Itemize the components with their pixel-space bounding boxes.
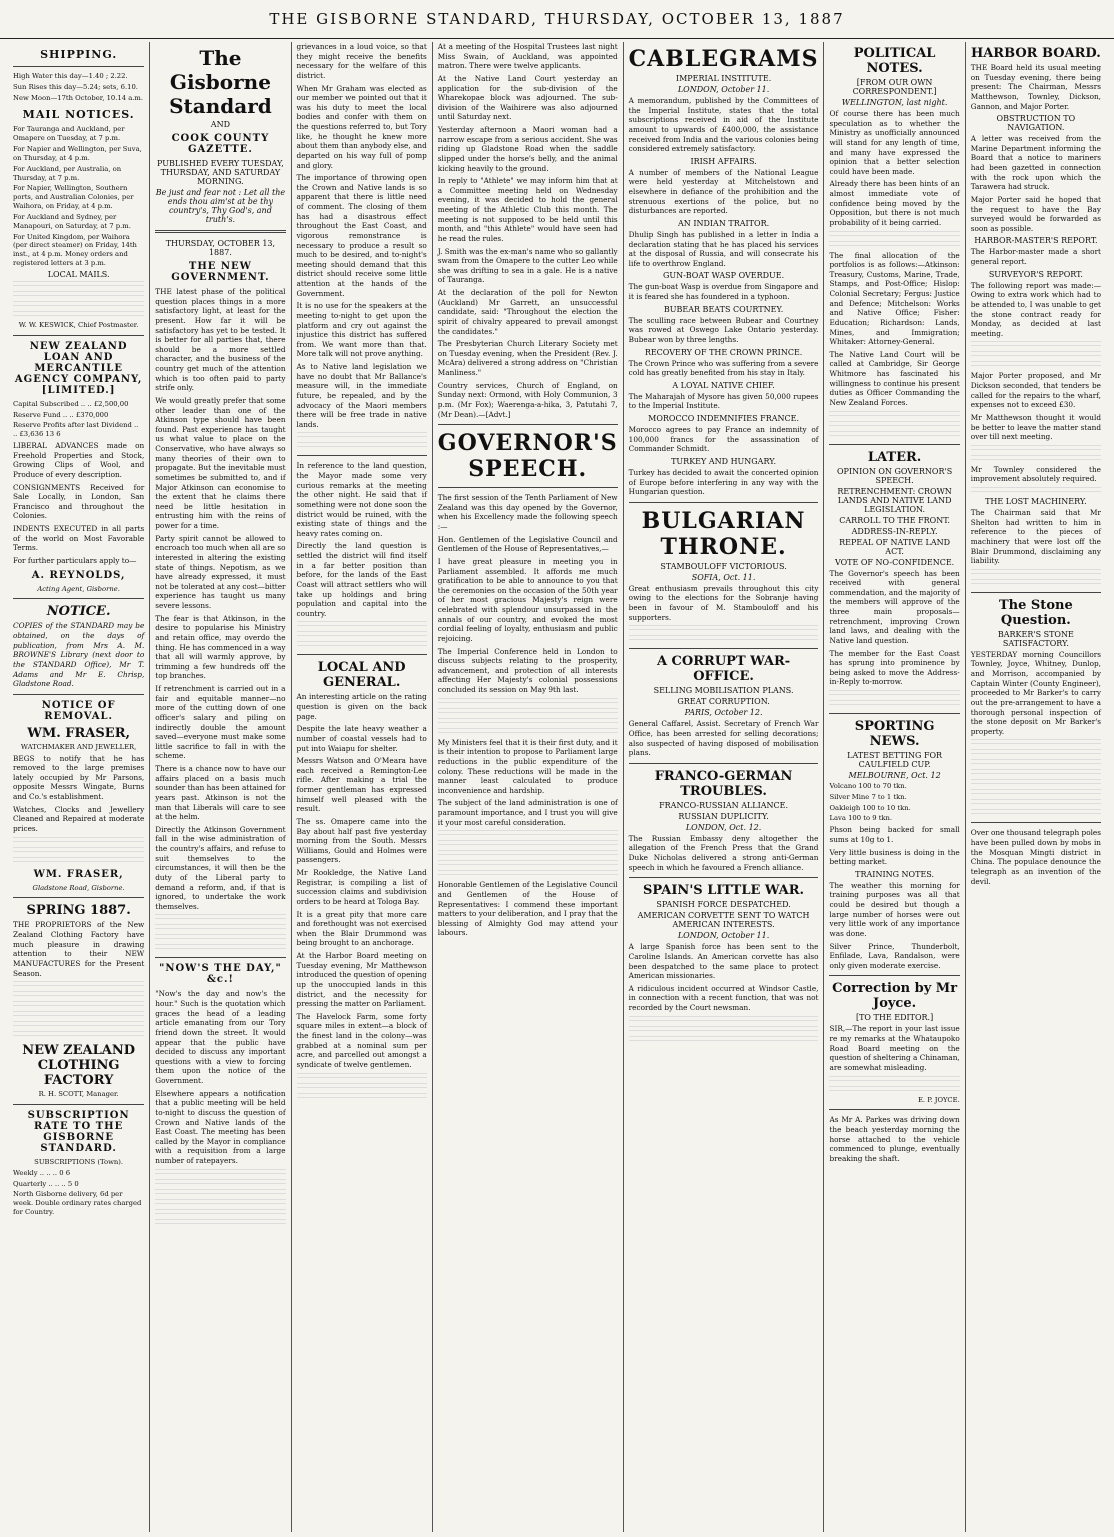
stone-subhead: BARKER'S STONE SATISFACTORY.	[997, 629, 1074, 648]
mail-line: For Auckland, per Australia, on Thursday, at 7 p.m.	[13, 164, 122, 182]
text-filler	[13, 301, 144, 309]
text-filler	[829, 1076, 959, 1084]
text-filler	[829, 411, 959, 419]
sport-paragraph: Phson being backed for small sums at 10g to 1.	[829, 825, 960, 844]
local-item: Mr Rookledge, the Native Land Registrar, is compiling a list of succession claims and subdivision orders to be heard at Tologa Bay.	[296, 868, 427, 906]
text-filler	[297, 641, 427, 649]
divider	[297, 654, 427, 655]
odds-line: Lava 100 to 9 tkn.	[829, 814, 893, 823]
paper-motto: Be just and fear not : Let all the ends thou aim'st at be thy country's, Thy God's, and truth's.	[155, 188, 286, 224]
mail-line: For Tauranga and Auckland, per Omapere on Tuesday, at 7 p.m.	[13, 125, 125, 143]
harbor-paragraph: The Harbor-master made a short general report.	[970, 247, 1101, 266]
text-filler	[155, 934, 285, 942]
cable-subhead: RECOVERY OF THE CROWN PRINCE.	[644, 347, 803, 357]
harbor-paragraph: THE Board held its usual meeting on Tuesday evening, there being present: The Chairman, Messrs Matthewson, Townley, Dickson, Gannon, and Major Porter.	[970, 63, 1101, 111]
sport-paragraph: Very little business is doing in the betting market.	[829, 847, 960, 867]
harbor-subhead: SURVEYOR'S REPORT.	[988, 269, 1083, 279]
odds-line: Silver Mine 7 to 1 tkn.	[829, 792, 907, 801]
sport-paragraph: The weather this morning for training purposes was all that could be desired but though a large number of horses were out very little work of any importance was done.	[829, 880, 960, 938]
mail-line: For Auckland and Sydney, per Manapouri, on Saturday, at 7 p.m.	[13, 212, 131, 230]
article-paragraph: Elsewhere appears a notification that a public meeting will be held to-night to discuss the question of Crown and Native lands of the East Coast. The meeting has been called by the Mayor in compliance with a requisition from a large number of ratepayers.	[155, 1088, 286, 1165]
cable-paragraph: A number of members of the National League were held yesterday at Mitchelstown and elsewhere in defiance of the prohibition and the strenuous exertions of the police, but no disturbances are reported.	[628, 167, 819, 216]
text-filler	[971, 351, 1101, 359]
local-item: The Havelock Farm, some forty square miles in extent—a block of the finest land in the colony—was grabbed at a nominal sum per acre, and parcelled out amongst a syndicate of twelve gentlemen.	[296, 1011, 427, 1069]
local-item: Despite the late heavy weather a number of coastal vessels had to put into Waiapu for shelter.	[296, 724, 427, 753]
political-paragraph: The final allocation of the portfolios is as follows:—Atkinson: Treasury, Customs, Marine, Trade, Stamps, and Post-Office; Hislop: Colonial Secretary; Fergus: Justice and Defence; Mitchelson: Works and Native Office; Fisher: Education; Richardson: Lands, Mines, and Immigration; Whitaker: Attorney-General.	[829, 250, 960, 347]
cable-paragraph: The Maharajah of Mysore has given 50,000 rupees to the Imperial Institute.	[628, 391, 819, 411]
political-paragraph: The Native Land Court will be called at Cambridge, Sir George Whitmore has fascinated his willingness to continue his present duties as Officer Commanding the New Zealand Forces.	[829, 349, 960, 407]
text-filler	[829, 431, 959, 439]
spring-heading: SPRING 1887.	[26, 903, 131, 919]
later-subhead: RETRENCHMENT: CROWN LANDS AND NATIVE LAND LEGISLATION.	[837, 486, 952, 514]
factory-manager: R. H. SCOTT, Manager.	[38, 1090, 119, 1099]
local-mails-heading: LOCAL MAILS.	[47, 269, 110, 279]
tide-line: High Water this day—1.40 ; 2.22.	[13, 72, 128, 80]
fraser-name: WM. FRASER,	[27, 725, 131, 741]
text-filler	[13, 281, 144, 289]
article-paragraph: It is no use for the speakers at the meeting to-night to get upon the platform and cry out against the injustice this district has suffered from. We want more than that. More talk will not prove anything.	[296, 301, 427, 359]
harbor-subhead: THE LOST MACHINERY.	[985, 497, 1087, 506]
harbor-paragraph: The following report was made:—Owing to extra work which had to be attended to, I was unable to get the stone contract ready for Monday, as decided at last meeting.	[970, 280, 1101, 338]
political-notes-heading: POLITICAL NOTES.	[853, 46, 936, 76]
article-paragraph: We would greatly prefer that some other leader than one of the Atkinson type should have been found. Past experience has taught us what value to place on the Conservative, who have always so many theories of their own to propagate. But the inevitable must sometimes be submitted to, and if Major Atkinson can economise to the extent that he claims there need be little hesitation in entrusting him with the reins of power for a time.	[155, 395, 286, 530]
letter-paragraph: SIR,—The report in your last issue re my remarks at the Whataupoko Road Board meeting on the question of sheltering a Chinaman, are somewhat misleading.	[829, 1024, 960, 1072]
cable-subhead: AN INDIAN TRAITOR.	[678, 218, 770, 228]
local-item: Country services, Church of England, on Sunday next: Ormond, with Holy Communion, 3 p.m. (Mr Fox); Waerenga-a-hika, 3, Patutahi 7, (Mr Dean).—[Advt.]	[437, 380, 618, 419]
local-item: Messrs Watson and O'Meara have each received a Remington-Lee rifle. After making a trial the former gentleman has expressed himself well pleased with the result.	[296, 756, 427, 814]
cable-dateline: SOFIA, Oct. 11.	[691, 572, 756, 582]
cable-paragraph: Morocco agrees to pay France an indemnity of 100,000 francs for the assassination of Commander Schmidt.	[628, 425, 819, 454]
removal-heading: NOTICE OF REMOVAL.	[41, 699, 116, 722]
issue-date: THURSDAY, OCTOBER 13, 1887.	[165, 239, 276, 257]
paper-and: AND	[210, 120, 230, 129]
subscription-note: North Gisborne delivery, 6d per week. Double ordinary rates charged for Country.	[13, 1190, 142, 1217]
sporting-heading: SPORTING NEWS.	[854, 719, 935, 749]
sport-subhead: LATEST BETTING FOR CAULFIELD CUP.	[847, 751, 943, 769]
local-item: As Mr A. Parkes was driving down the beach yesterday morning the horse attached to the vehicle commenced to plunge, eventually breaking the shaft.	[829, 1115, 960, 1163]
leader-heading: THE NEW GOVERNMENT.	[171, 261, 270, 283]
text-filler	[971, 739, 1101, 747]
divider	[13, 897, 144, 898]
sport-subhead: TRAINING NOTES.	[855, 869, 935, 879]
article-paragraph: Party spirit cannot be allowed to encroach too much when all are so interested in altering the existing state of things. Nepotism, as we have already expressed, it must not be tolerated at any cost—bitter experience has taught us many severe lessons.	[155, 533, 286, 610]
text-filler	[155, 944, 285, 952]
text-filler	[438, 830, 618, 838]
notice-body: COPIES of the STANDARD may be obtained, on the days of publication, from Mrs A. M. BROWNE'S Library (next door to the STANDARD Office), Mr T. Adams and Mr E. Chrisp, Gladstone Road.	[13, 621, 145, 689]
cable-paragraph: The gun-boat Wasp is overdue from Singapore and it is feared she has foundered in a typhoon.	[628, 282, 819, 301]
harbor-paragraph: Major Porter said he hoped that the request to have the Bay surveyed would be forwarded as soon as possible.	[970, 194, 1101, 233]
column-2	[149, 42, 290, 1532]
text-filler	[971, 579, 1101, 587]
text-filler	[155, 1189, 285, 1197]
capital-line: Capital Subscribed .. .. £2,500,00	[13, 399, 129, 408]
text-filler	[971, 749, 1101, 757]
stone-paragraph: YESTERDAY morning Councillors Townley, Joyce, Whitney, Dunlop, and Morrison, accompanied by Captain Winter (County Engineer), proceeded to Mr Barker's to carry out the pre-arrangement to have a thorough personal inspection of the stone deposit on Mr Barker's property.	[970, 649, 1101, 736]
text-filler	[971, 569, 1101, 577]
cable-subhead: BUBEAR BEATS COURTNEY.	[663, 304, 784, 314]
text-filler	[629, 1016, 819, 1024]
text-filler	[971, 799, 1101, 807]
text-filler	[13, 311, 144, 319]
cable-paragraph: The Russian Embassy deny altogether the allegation of the French Press that the Grand Duke Nicholas delivered a strong anti-German speech in which he favoured a French alliance.	[628, 833, 819, 872]
text-filler	[829, 241, 959, 249]
speech-paragraph: My Ministers feel that it is their first duty, and it is their intention to propose to Parliament large reductions in the public expenditure of the colony. These reductions will be made in the manner least calculated to produce inconvenience and hardship.	[437, 737, 618, 795]
cablegrams-heading: CABLEGRAMS	[628, 46, 819, 72]
local-general-heading: LOCAL AND GENERAL.	[317, 660, 406, 691]
later-subhead: OPINION ON GOVERNOR'S SPEECH.	[837, 466, 953, 485]
column-3	[291, 42, 432, 1532]
sport-paragraph: Silver Prince, Thunderbolt, Enfilade, Lava, Randalson, were only given moderate exercise.	[829, 941, 960, 970]
text-filler	[297, 631, 427, 639]
cable-subhead: SPANISH FORCE DESPATCHED.	[656, 900, 791, 910]
cable-subhead: TURKEY AND HUNGARY.	[671, 456, 777, 466]
divider	[13, 66, 144, 67]
spring-body: THE PROPRIETORS of the New Zealand Clothing Factory have much pleasure in drawing attention to their NEW MANUFACTURES for the Present Season.	[13, 920, 145, 978]
mail-heading: MAIL NOTICES.	[22, 108, 135, 122]
text-filler	[438, 718, 618, 726]
divider	[297, 455, 427, 456]
cable-dateline: PARIS, October 12.	[684, 708, 763, 718]
mail-line: For Napier and Wellington, per Suva, on Thursday, at 4 p.m.	[13, 145, 142, 162]
text-filler	[438, 698, 618, 706]
cable-subhead: IRISH AFFAIRS.	[690, 156, 757, 166]
odds-line: Volcano 100 to 70 tkn.	[829, 782, 907, 790]
text-filler	[629, 1036, 819, 1044]
political-paragraph: The member for the East Coast has sprung into prominence by being asked to move the Address-in-Reply to-morrow.	[829, 648, 960, 687]
consignments-text: CONSIGNMENTS Received for Sale Locally, in London, San Francisco and throughout the Colonies.	[13, 482, 145, 521]
agent-role: Acting Agent, Gisborne.	[37, 584, 120, 593]
cable-paragraph: Dhulip Singh has published in a letter in India a declaration stating that he has placed his services at the disposal of Russia, and will consecrate his life to overthrow England.	[628, 229, 819, 268]
divider	[829, 975, 959, 976]
harbor-paragraph: The Chairman said that Mr Shelton had written to him in reference to the pieces of machinery that were lost off the Blair Drummond, disclaiming any liability.	[970, 508, 1101, 566]
article-paragraph: If retrenchment is carried out in a fair and equitable manner—no more of the cutting down of one officer's salary and piling on indirectly double the amount saved—everyone must make some little sacrifice to fall in with the scheme.	[155, 684, 286, 761]
divider	[829, 713, 959, 714]
cable-subhead: GUN-BOAT WASP OVERDUE.	[662, 271, 785, 281]
loan-company-title: NEW ZEALAND LOAN AND MERCANTILE AGENCY COMPANY, [LIMITED.]	[14, 340, 143, 396]
text-filler	[971, 789, 1101, 797]
fraser-body: BEGS to notify that he has removed to the large premises lately occupied by Mr Parsons, opposite Messrs Wingate, Burns and Co.'s establishment.	[13, 753, 145, 802]
capital-line: Reserve Fund .. .. £370,000	[13, 410, 109, 419]
article-paragraph: "Now's the day and now's the hour." Such is the quotation which graces the head of a leading article emanating from our Tory friend down the street. It would appear that the public have decided to discuss any important questions with a view to forcing them upon the notice of the Government.	[155, 989, 286, 1085]
speech-paragraph: Hon. Gentlemen of the Legislative Council and Gentlemen of the House of Representatives,—	[437, 534, 618, 554]
divider	[438, 487, 618, 488]
text-filler	[13, 837, 144, 845]
speech-paragraph: Honorable Gentlemen of the Legislative Council and Gentlemen of the House of Representatives: I commend these important matters to your deliberation, and I pray that the blessing of Almighty God may attend your labours.	[437, 880, 618, 938]
cable-paragraph: The sculling race between Bubear and Courtney was rowed at Oswego Lake Ontario yesterday. Bubear won by three lengths.	[628, 315, 819, 344]
local-item: At the Harbor Board meeting on Tuesday evening, Mr Matthewson introduced the question of opening up the unoccupied lands in this district, and the necessity for pressing the matter on Parliament.	[296, 951, 427, 1009]
columns	[8, 42, 1106, 1532]
article-paragraph: THE latest phase of the political question places things in a more satisfactory light, at least for the present. How far it will be satisfactory has yet to be tested. It is better for all parties that, there should be a more settled character, and the business of the country get much of the attention which is too often paid to party strife only.	[155, 287, 286, 393]
text-filler	[13, 1031, 144, 1039]
notice-heading: NOTICE.	[46, 604, 111, 620]
speech-paragraph: The first session of the Tenth Parliament of New Zealand was this day opened by the Governor, when his Excellency made the following speech :—	[437, 493, 618, 531]
text-filler	[438, 728, 618, 736]
column-4	[432, 42, 623, 1532]
text-filler	[438, 850, 618, 858]
text-filler	[829, 231, 959, 239]
local-item: The Presbyterian Church Literary Society met on Tuesday evening, when the President (Rev. J. McAra) delivered a strong address on "Christian Manliness."	[437, 339, 618, 377]
cable-subhead: MOROCCO INDEMNIFIES FRANCE.	[648, 414, 799, 423]
speech-paragraph: I have great pleasure in meeting you in Parliament assembled. It affords me much gratification to be able to announce to you that the ceremonies on the occasion of the 50th year of her most gracious Majesty's reign were celebrated with splendour unsurpassed in the annals of our country, and evoked the most cordial feeling of loyalty, enthusiasm and public rejoicing.	[437, 556, 618, 643]
text-filler	[13, 857, 144, 865]
text-filler	[971, 445, 1101, 453]
later-subhead: ADDRESS-IN-REPLY.	[851, 526, 938, 536]
cable-dateline: LONDON, Oct. 12.	[685, 822, 762, 832]
text-filler	[13, 847, 144, 855]
harbor-paragraph: Mr Matthewson thought it would be better to leave the matter stand over till next meeting.	[970, 412, 1101, 442]
text-filler	[971, 779, 1101, 787]
cable-subhead: SELLING MOBILISATION PLANS.	[653, 686, 794, 696]
odds-line: Oakleigh 100 to 10 tkn.	[829, 803, 911, 812]
cable-subhead: IMPERIAL INSTITUTE.	[675, 74, 772, 83]
cable-paragraph: The Crown Prince who was suffering from a severe cold has greatly benefited from his stay in Italy.	[628, 358, 819, 378]
text-filler	[155, 1179, 285, 1187]
divider	[13, 694, 144, 695]
divider	[13, 598, 144, 599]
text-filler	[297, 621, 427, 629]
local-item: An interesting article on the rating question is given on the back page.	[296, 692, 427, 721]
text-filler	[13, 1021, 144, 1029]
subscription-quarterly: Quarterly .. .. .. 5 0	[13, 1179, 79, 1188]
cable-subhead: GREAT CORRUPTION.	[677, 697, 770, 707]
divider	[629, 877, 819, 878]
text-filler	[155, 1219, 285, 1227]
divider	[155, 957, 285, 958]
dateline: MELBOURNE, Oct. 12	[848, 771, 941, 780]
article-paragraph: The importance of throwing open the Crown and Native lands is so apparent that there is little need of comment. The closing of them has had a disastrous effect throughout the East Coast, and vigorous remonstrance is necessary to produce a result so much to be desired, and to-night's meeting should demand that this district should receive some little attention at the hands of the Government.	[296, 173, 427, 298]
tide-line: New Moon—17th October, 10.14 a.m.	[13, 93, 144, 102]
divider	[629, 502, 819, 503]
text-filler	[13, 981, 144, 989]
cable-paragraph: A large Spanish force has been sent to the Caroline Islands. An American corvette has also been despatched to the same place to protect American missionaries.	[628, 942, 819, 981]
text-filler	[297, 1083, 427, 1091]
text-filler	[971, 809, 1101, 817]
cable-subhead: FRANCO-RUSSIAN ALLIANCE.	[659, 800, 789, 810]
article-paragraph: When Mr Graham was elected as our member we pointed out that it was his duty to meet the local bodies and confer with them on the questions referred to, but Tory like, he thought he knew more about them than anybody else, and departed on his way full of pomp and glory.	[296, 83, 427, 170]
later-heading: LATER.	[867, 449, 922, 465]
local-item: The ss. Omapere came into the Bay about half past five yesterday morning from the South. Messrs Williams, Gould and Holmes were passengers.	[296, 816, 427, 865]
text-filler	[629, 1026, 819, 1034]
text-filler	[297, 1093, 427, 1101]
indents-text: INDENTS EXECUTED in all parts of the world on Most Favorable Terms.	[13, 524, 145, 553]
postmaster-signature: W. W. KESWICK, Chief Postmaster.	[18, 320, 139, 329]
political-paragraph: Of course there has been much speculation as to whether the Ministry as unofficially announced will stand for any length of time, and many have expressed the opinion that a better selection could have been made.	[829, 109, 960, 176]
text-filler	[155, 924, 285, 932]
text-filler	[829, 690, 959, 698]
masthead-title: THE GISBORNE STANDARD, THURSDAY, OCTOBER 13, 1887	[269, 10, 845, 28]
divider	[629, 763, 819, 764]
stone-question-heading: The Stone Question.	[999, 597, 1073, 628]
local-item: At a meeting of the Hospital Trustees last night Miss Swain, of Auckland, was appointed matron. There were twelve applicants.	[437, 42, 618, 71]
nowsday-heading: "NOW'S THE DAY," &c.!	[159, 963, 282, 986]
later-subhead: CARROLL TO THE FRONT.	[839, 515, 950, 525]
speech-paragraph: The subject of the land administration is one of paramount importance, and I trust you will give it your most careful consideration.	[437, 798, 618, 827]
subscription-weekly: Weekly .. .. .. 0 6	[13, 1168, 71, 1177]
masthead	[0, 0, 1114, 39]
text-filler	[155, 1199, 285, 1207]
correction-heading: Correction by Mr Joyce.	[832, 981, 958, 1012]
text-filler	[629, 635, 819, 643]
harbor-subhead: HARBOR-MASTER'S REPORT.	[974, 236, 1098, 246]
later-subhead: REPEAL OF NATIVE LAND ACT.	[839, 537, 951, 556]
article-paragraph: The fear is that Atkinson, in the desire to popularise his Ministry and retain office, may overdo the thing. He has commenced in a way that all will warmly approve, by trimming a few hundreds off the top branches.	[155, 613, 286, 681]
agent-name: A. REYNOLDS,	[31, 569, 126, 581]
text-filler	[971, 769, 1101, 777]
cable-subhead: A LOYAL NATIVE CHIEF.	[672, 380, 775, 390]
text-filler	[438, 840, 618, 848]
cable-dateline: LONDON, October 11.	[677, 931, 770, 941]
local-item: In reply to "Athlete" we may inform him that at a Committee meeting held on Wednesday evening, it was decided to hold the general meeting of the Athletic Club this month. The meeting is not supposed to be held until this month, and "this Athlete" would have seen had he read the rules.	[437, 176, 618, 243]
subscription-heading: SUBSCRIPTION RATE TO THE GISBORNE STANDARD.	[27, 1109, 130, 1154]
political-paragraph: The Governor's speech has been received with general commendation, and the majority of the members will approve of the three main proposals—retrenchment, improving Crown land laws, and dealing with the Native land question.	[829, 568, 960, 645]
cable-subhead: STAMBOULOFF VICTORIOUS.	[660, 561, 787, 571]
local-item: At the Native Land Court yesterday an application for the sub-division of the Wharekopae block was adjourned. The sub-division of the Waihirere was also adjourned until Saturday next.	[437, 73, 618, 122]
subscription-town: SUBSCRIPTIONS (Town).	[34, 1157, 124, 1166]
text-filler	[829, 421, 959, 429]
franco-german-heading: FRANCO-GERMAN TROUBLES.	[654, 768, 793, 799]
tide-line: Sun Rises this day—5.24; sets, 6.10.	[13, 82, 138, 91]
text-filler	[971, 455, 1101, 463]
cable-paragraph: General Caffarel, Assist. Secretary of French War Office, has been arrested for selling decorations; also suspected of having disposed of mobilisation plans.	[628, 719, 819, 758]
text-filler	[13, 1001, 144, 1009]
paper-title: The Gisborne Standard	[169, 46, 272, 118]
divider	[971, 592, 1101, 593]
spain-heading: SPAIN'S LITTLE WAR.	[643, 883, 805, 899]
mail-line: For Napier, Wellington, Southern ports, and Australian Colonies, per Waihora, on Friday, at 4 p.m.	[13, 184, 134, 211]
article-paragraph: As to Native land legislation we have no doubt that Mr Ballance's measure will, in the immediate future, be repealed, and by the advocacy of the Maori members there will be free trade in native lands.	[296, 362, 427, 429]
text-filler	[438, 708, 618, 716]
mail-line: For United Kingdom, per Waihora (per direct steamer) on Friday, 14th inst., at 4 p.m. Money orders and registered letters at 3 p.m.	[13, 232, 137, 268]
text-filler	[629, 625, 819, 633]
divider	[155, 230, 285, 233]
divider	[13, 1104, 144, 1105]
article-paragraph: Directly the Atkinson Government fall in the wise administration of the country's affairs, and refuse to suit themselves to the circumstances, it will then be the duty of the Liberal party to demand a reform, and, if that is ignored, to undertake the work themselves.	[155, 824, 286, 911]
fraser-place: Gladstone Road, Gisborne.	[32, 883, 125, 892]
text-filler	[971, 759, 1101, 767]
cable-paragraph: Great enthusiasm prevails throughout this city owing to the elections for the Sobranje having been in favour of M. Stambouloff and his supporters.	[628, 583, 819, 622]
harbor-paragraph: Mr Townley considered the improvement absolutely required.	[970, 464, 1101, 484]
fraser-role: WATCHMAKER AND JEWELLER,	[20, 742, 137, 751]
watches-text: Watches, Clocks and Jewellery Cleaned and Repaired at moderate prices.	[13, 804, 145, 833]
article-paragraph: There is a chance now to have our affairs placed on a basis much sounder than has been attained for years past. Atkinson is not the man that Liberals will care to see at the helm.	[155, 764, 286, 822]
text-filler	[829, 1086, 959, 1094]
column-5	[623, 42, 824, 1532]
divider	[829, 444, 959, 445]
text-filler	[13, 291, 144, 299]
text-filler	[13, 991, 144, 999]
cable-subhead: AMERICAN CORVETTE SENT TO WATCH AMERICAN INTERESTS.	[637, 911, 810, 930]
speech-paragraph: The Imperial Conference held in London to discuss subjects relating to the prosperity, advancement, and protection of all interests affecting Her Majesty's colonial possessions concluded its session on May 9th last.	[437, 646, 618, 694]
fraser-sign: WM. FRASER,	[33, 868, 124, 880]
text-filler	[155, 914, 285, 922]
text-filler	[297, 432, 427, 440]
local-item: J. Smith was the ex-man's name who so gallantly swam from the Omapere to the cutter Leo while she was drifting to sea in a gale. He is a native of Tauranga.	[437, 246, 618, 285]
column-1	[8, 42, 149, 1532]
further-text: For further particulars apply to—	[13, 555, 137, 565]
cable-dateline: LONDON, October 11.	[677, 85, 770, 94]
divider	[438, 424, 618, 425]
cable-paragraph: A memorandum, published by the Committees of the Imperial Institute, states that the total subscriptions received in aid of the Institute amount to upwards of £400,000, the assistance received from India and the various colonies being considered extremely satisfactory.	[628, 96, 819, 154]
text-filler	[13, 1011, 144, 1019]
political-paragraph: Already there has been hints of an almost immediate vote of confidence being moved by the Opposition, but there is not much probability of it being carried.	[829, 179, 960, 227]
local-item: At the declaration of the poll for Newton (Auckland) Mr Garrett, an unsuccessful candidate, said: "Throughout the election the spirit of chivalry appeared to prevail amongst the candidates."	[437, 288, 618, 336]
text-filler	[829, 700, 959, 708]
local-item: Yesterday afternoon a Maori woman had a narrow escape from a serious accident. She was riding up Gladstone Road when the saddle slipped under the horse's belly, and the animal kicking heavily to the ground.	[437, 125, 618, 173]
text-filler	[971, 487, 1101, 495]
harbor-paragraph: A letter was received from the Marine Department informing the Board that a notice to mariners had been gazetted in connection with the rock upon which the Tarawera had struck.	[970, 134, 1101, 192]
local-item: Over one thousand telegraph poles have been pulled down by mobs in the Mosquan Mingti district in China. The populace denounce the telegraph as an invention of the devil.	[970, 828, 1101, 886]
text-filler	[971, 361, 1101, 369]
cable-paragraph: A ridiculous incident occurred at Windsor Castle, in connection with a recent function, that was not recorded by the Court newsman.	[628, 983, 819, 1012]
correspondent-note: [FROM OUR OWN CORRESPONDENT.]	[852, 78, 937, 96]
divider	[629, 648, 819, 649]
divider	[13, 335, 144, 336]
divider	[829, 1109, 959, 1110]
to-editor: [TO THE EDITOR.]	[855, 1013, 934, 1023]
column-6	[823, 42, 964, 1532]
shipping-heading: SHIPPING.	[40, 48, 118, 61]
war-office-heading: A CORRUPT WAR-OFFICE.	[656, 654, 791, 685]
text-filler	[438, 870, 618, 878]
letter-signature: E. P. JOYCE.	[917, 1095, 960, 1104]
article-paragraph: In reference to the land question, the Mayor made some very curious remarks at the meeting the other night. He said that if something were not done soon the district would be ruined, with the existing state of things and the heavy rates coming on.	[296, 461, 427, 538]
cable-paragraph: Turkey has decided to await the concerted opinion of Europe before interfering in any way with the Hungarian question.	[628, 467, 819, 497]
harbor-paragraph: Major Porter proposed, and Mr Dickson seconded, that tenders be called for the repairs to the wharf, expenses not to exceed £30.	[970, 371, 1101, 410]
bulgarian-heading: BULGARIAN THRONE.	[641, 507, 806, 560]
capital-line: Reserve Profits after last Dividend .. .. £3,636 13 6	[13, 421, 139, 439]
dateline: WELLINGTON, last night.	[841, 98, 948, 107]
later-subhead: VOTE OF NO-CONFIDENCE.	[834, 557, 955, 567]
loan-body: LIBERAL ADVANCES made on Freehold Properties and Stock, Growing Clips of Wool, and Produce of every description.	[13, 441, 145, 479]
article-paragraph: grievances in a loud voice, so that they might receive the benefits necessary for the welfare of this district.	[296, 42, 427, 80]
local-item: It is a great pity that more care and forethought was not exercised when the Blair Drummond was being brought to an anchorage.	[296, 909, 427, 948]
column-7	[965, 42, 1106, 1532]
text-filler	[155, 1209, 285, 1217]
governor-speech-heading: GOVERNOR'S SPEECH.	[437, 430, 618, 483]
publication-days: PUBLISHED EVERY TUESDAY, THURSDAY, AND SATURDAY MORNING.	[157, 159, 284, 186]
paper-subtitle: COOK COUNTY GAZETTE.	[171, 133, 270, 155]
text-filler	[155, 1169, 285, 1177]
factory-name: NEW ZEALAND CLOTHING FACTORY	[22, 1043, 136, 1089]
text-filler	[438, 860, 618, 868]
text-filler	[297, 1073, 427, 1081]
article-paragraph: Directly the land question is settled the district will find itself in a far better position than before, for the lands of the East Coast will attract settlers who will take up holdings and bring population and capital into the country.	[296, 541, 427, 618]
divider	[971, 822, 1101, 823]
harbor-subhead: OBSTRUCTION TO NAVIGATION.	[996, 114, 1076, 133]
cable-subhead: RUSSIAN DUPLICITY.	[678, 811, 769, 821]
harbor-board-heading: HARBOR BOARD.	[970, 46, 1101, 61]
text-filler	[971, 341, 1101, 349]
text-filler	[297, 442, 427, 450]
